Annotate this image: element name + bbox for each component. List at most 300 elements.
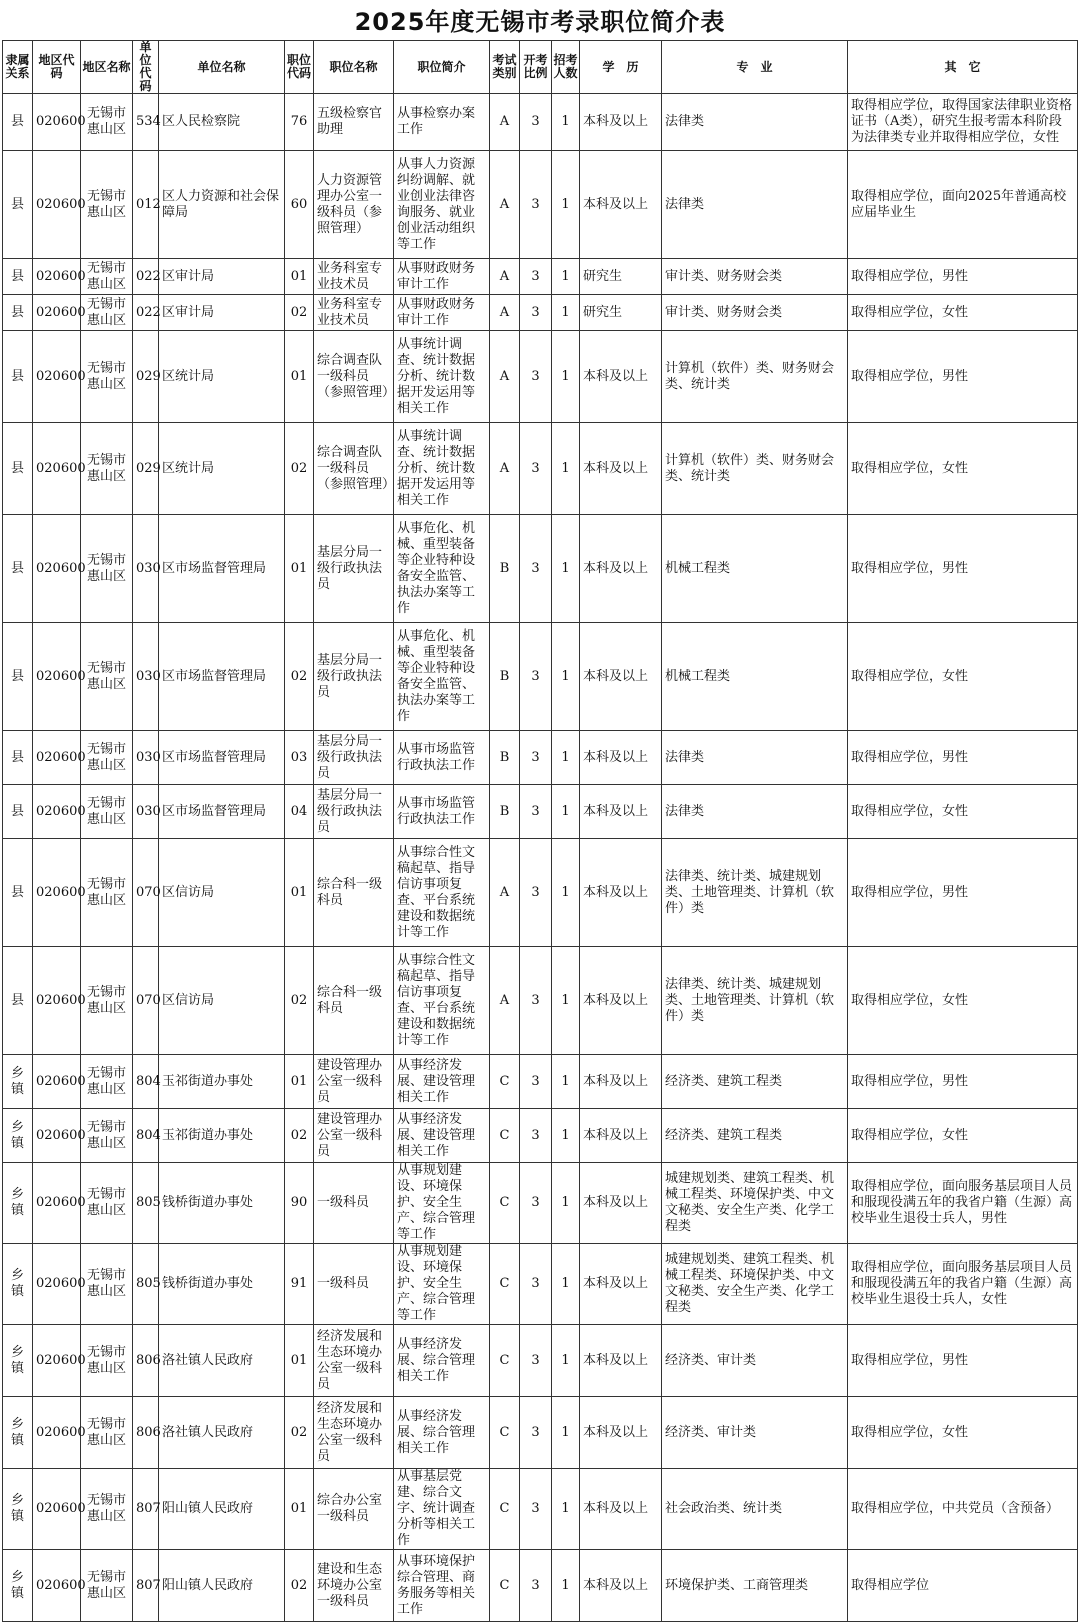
col-affiliation-cell: 县 — [3, 947, 33, 1055]
col-ratio-cell: 3 — [520, 94, 552, 151]
col-position-code-cell: 01 — [285, 331, 314, 423]
table-row — [3, 295, 1078, 331]
col-region-code-cell: 020600 — [33, 1163, 81, 1244]
col-region-code-header: 地区代码 — [33, 41, 81, 94]
col-position-name-cell: 综合科一级科员 — [314, 947, 394, 1055]
col-unit-name-cell: 阳山镇人民政府 — [159, 1550, 285, 1622]
col-affiliation-cell: 县 — [3, 731, 33, 785]
page-title: 2025年度无锡市考录职位简介表 — [354, 8, 726, 36]
col-region-name-cell: 无锡市惠山区 — [81, 1109, 133, 1163]
col-unit-code-cell: 022 — [133, 295, 159, 331]
col-position-name-cell: 人力资源管理办公室一级科员（参照管理） — [314, 151, 394, 259]
col-region-code-cell: 020600 — [33, 1397, 81, 1469]
col-region-name-cell: 无锡市惠山区 — [81, 423, 133, 515]
col-region-code-cell: 020600 — [33, 331, 81, 423]
col-education-cell: 研究生 — [580, 259, 662, 295]
col-position-name-cell: 一级科员 — [314, 1244, 394, 1325]
col-recruit-count-cell: 1 — [552, 785, 580, 839]
col-position-desc-cell: 从事经济发展、建设管理相关工作 — [394, 1055, 490, 1109]
col-region-name-cell: 无锡市惠山区 — [81, 1244, 133, 1325]
col-recruit-count-cell: 1 — [552, 1469, 580, 1550]
col-unit-code-cell: 030 — [133, 515, 159, 623]
col-position-desc-cell: 从事统计调查、统计数据分析、统计数据开发运用等相关工作 — [394, 423, 490, 515]
col-region-code-cell: 020600 — [33, 295, 81, 331]
col-recruit-count-cell: 1 — [552, 151, 580, 259]
col-position-desc-cell: 从事基层党建、综合文字、统计调查分析等相关工作 — [394, 1469, 490, 1550]
col-affiliation-cell: 县 — [3, 259, 33, 295]
col-unit-code-cell: 030 — [133, 731, 159, 785]
col-unit-name-cell: 区统计局 — [159, 423, 285, 515]
col-education-cell: 本科及以上 — [580, 1109, 662, 1163]
col-unit-name-cell: 区审计局 — [159, 259, 285, 295]
table-row — [3, 423, 1078, 515]
col-other-cell: 取得相应学位，男性 — [848, 839, 1078, 947]
table-row — [3, 785, 1078, 839]
col-exam-type-cell: C — [490, 1163, 520, 1244]
col-ratio-cell: 3 — [520, 423, 552, 515]
col-ratio-cell: 3 — [520, 1055, 552, 1109]
col-unit-name-cell: 钱桥街道办事处 — [159, 1244, 285, 1325]
col-unit-name-cell: 玉祁街道办事处 — [159, 1109, 285, 1163]
col-education-cell: 本科及以上 — [580, 731, 662, 785]
col-region-name-cell: 无锡市惠山区 — [81, 839, 133, 947]
col-major-cell: 机械工程类 — [662, 515, 848, 623]
col-affiliation-cell: 乡镇 — [3, 1109, 33, 1163]
col-unit-code-cell: 806 — [133, 1325, 159, 1397]
col-region-code-cell: 020600 — [33, 1055, 81, 1109]
table-row — [3, 1244, 1078, 1325]
col-exam-type-cell: A — [490, 295, 520, 331]
col-exam-type-cell: A — [490, 947, 520, 1055]
col-unit-code-cell: 807 — [133, 1550, 159, 1622]
col-other-cell: 取得相应学位，女性 — [848, 947, 1078, 1055]
col-position-desc-cell: 从事财政财务审计工作 — [394, 259, 490, 295]
col-major-cell: 法律类、统计类、城建规划类、土地管理类、计算机（软件）类 — [662, 839, 848, 947]
col-position-name-cell: 建设和生态环境办公室一级科员 — [314, 1550, 394, 1622]
col-position-name-cell: 经济发展和生态环境办公室一级科员 — [314, 1397, 394, 1469]
col-major-cell: 法律类、统计类、城建规划类、土地管理类、计算机（软件）类 — [662, 947, 848, 1055]
col-region-code-cell: 020600 — [33, 423, 81, 515]
col-position-code-cell: 03 — [285, 731, 314, 785]
col-exam-type-cell: C — [490, 1109, 520, 1163]
col-other-cell: 取得相应学位，男性 — [848, 1055, 1078, 1109]
col-ratio-cell: 3 — [520, 1163, 552, 1244]
col-region-name-cell: 无锡市惠山区 — [81, 1325, 133, 1397]
col-position-code-cell: 02 — [285, 947, 314, 1055]
col-region-code-cell: 020600 — [33, 731, 81, 785]
table-row — [3, 1163, 1078, 1244]
table-row — [3, 331, 1078, 423]
col-position-code-cell: 76 — [285, 94, 314, 151]
col-major-cell: 法律类 — [662, 785, 848, 839]
col-exam-type-cell: B — [490, 623, 520, 731]
table-row — [3, 259, 1078, 295]
col-education-cell: 本科及以上 — [580, 423, 662, 515]
col-education-cell: 本科及以上 — [580, 515, 662, 623]
col-recruit-count-cell: 1 — [552, 1109, 580, 1163]
col-affiliation-cell: 乡镇 — [3, 1469, 33, 1550]
col-region-code-cell: 020600 — [33, 947, 81, 1055]
col-unit-name-cell: 区市场监督管理局 — [159, 785, 285, 839]
col-recruit-count-cell: 1 — [552, 295, 580, 331]
col-position-code-cell: 01 — [285, 1469, 314, 1550]
col-major-header: 专 业 — [662, 41, 848, 94]
table-row — [3, 839, 1078, 947]
col-major-cell: 经济类、审计类 — [662, 1325, 848, 1397]
col-unit-name-header: 单位名称 — [159, 41, 285, 94]
col-region-name-cell: 无锡市惠山区 — [81, 1397, 133, 1469]
col-ratio-cell: 3 — [520, 1469, 552, 1550]
col-region-code-cell: 020600 — [33, 1325, 81, 1397]
col-position-name-cell: 综合办公室一级科员 — [314, 1469, 394, 1550]
table-row — [3, 151, 1078, 259]
col-recruit-count-cell: 1 — [552, 259, 580, 295]
col-position-desc-cell: 从事检察办案工作 — [394, 94, 490, 151]
col-position-name-header: 职位名称 — [314, 41, 394, 94]
col-recruit-count-cell: 1 — [552, 1244, 580, 1325]
col-region-name-cell: 无锡市惠山区 — [81, 785, 133, 839]
col-region-code-cell: 020600 — [33, 1469, 81, 1550]
positions-table — [2, 40, 1078, 1622]
col-major-cell: 城建规划类、建筑工程类、机械工程类、环境保护类、中文文秘类、安全生产类、化学工程类 — [662, 1163, 848, 1244]
col-position-name-cell: 综合科一级科员 — [314, 839, 394, 947]
col-ratio-cell: 3 — [520, 295, 552, 331]
col-other-cell: 取得相应学位，女性 — [848, 1397, 1078, 1469]
table-row — [3, 94, 1078, 151]
col-major-cell: 法律类 — [662, 731, 848, 785]
col-region-code-cell: 020600 — [33, 623, 81, 731]
col-major-cell: 机械工程类 — [662, 623, 848, 731]
col-other-cell: 取得相应学位，取得国家法律职业资格证书（A类），研究生报考需本科阶段为法律类专业并取得相应学位，女性 — [848, 94, 1078, 151]
col-other-cell: 取得相应学位，男性 — [848, 515, 1078, 623]
col-affiliation-cell: 乡镇 — [3, 1550, 33, 1622]
table-header-row — [3, 41, 1078, 94]
col-region-name-cell: 无锡市惠山区 — [81, 947, 133, 1055]
col-other-cell: 取得相应学位，中共党员（含预备） — [848, 1469, 1078, 1550]
col-ratio-cell: 3 — [520, 839, 552, 947]
col-education-cell: 本科及以上 — [580, 1550, 662, 1622]
col-position-code-cell: 90 — [285, 1163, 314, 1244]
col-ratio-cell: 3 — [520, 785, 552, 839]
col-unit-name-cell: 钱桥街道办事处 — [159, 1163, 285, 1244]
col-other-cell: 取得相应学位，男性 — [848, 331, 1078, 423]
col-position-desc-cell: 从事财政财务审计工作 — [394, 295, 490, 331]
col-major-cell: 城建规划类、建筑工程类、机械工程类、环境保护类、中文文秘类、安全生产类、化学工程类 — [662, 1244, 848, 1325]
col-major-cell: 经济类、审计类 — [662, 1397, 848, 1469]
col-other-cell: 取得相应学位，面向2025年普通高校应届毕业生 — [848, 151, 1078, 259]
col-other-cell: 取得相应学位，面向服务基层项目人员和服现役满五年的我省户籍（生源）高校毕业生退役士兵人，女性 — [848, 1244, 1078, 1325]
table-row — [3, 623, 1078, 731]
table-row — [3, 1550, 1078, 1622]
col-position-name-cell: 建设管理办公室一级科员 — [314, 1055, 394, 1109]
col-unit-code-cell: 804 — [133, 1055, 159, 1109]
col-ratio-cell: 3 — [520, 947, 552, 1055]
col-affiliation-cell: 县 — [3, 94, 33, 151]
col-ratio-cell: 3 — [520, 1550, 552, 1622]
col-recruit-count-cell: 1 — [552, 1163, 580, 1244]
col-position-desc-cell: 从事规划建设、环境保护、安全生产、综合管理等工作 — [394, 1163, 490, 1244]
col-position-desc-cell: 从事经济发展、综合管理相关工作 — [394, 1397, 490, 1469]
col-position-name-cell: 综合调查队一级科员（参照管理） — [314, 331, 394, 423]
col-unit-code-cell: 030 — [133, 785, 159, 839]
col-position-name-cell: 综合调查队一级科员（参照管理） — [314, 423, 394, 515]
col-unit-name-cell: 区市场监督管理局 — [159, 623, 285, 731]
col-region-name-cell: 无锡市惠山区 — [81, 151, 133, 259]
col-major-cell: 经济类、建筑工程类 — [662, 1055, 848, 1109]
col-other-cell: 取得相应学位，女性 — [848, 295, 1078, 331]
col-unit-code-cell: 022 — [133, 259, 159, 295]
col-region-name-cell: 无锡市惠山区 — [81, 331, 133, 423]
col-region-code-cell: 020600 — [33, 94, 81, 151]
col-exam-type-cell: C — [490, 1469, 520, 1550]
col-exam-type-cell: A — [490, 94, 520, 151]
col-unit-code-cell: 070 — [133, 947, 159, 1055]
col-unit-code-header: 单位代码 — [133, 41, 159, 94]
col-region-name-cell: 无锡市惠山区 — [81, 623, 133, 731]
col-position-code-cell: 01 — [285, 1325, 314, 1397]
col-major-cell: 法律类 — [662, 151, 848, 259]
col-other-cell: 取得相应学位，女性 — [848, 785, 1078, 839]
col-exam-type-header: 考试类别 — [490, 41, 520, 94]
col-education-cell: 本科及以上 — [580, 623, 662, 731]
col-unit-name-cell: 区人力资源和社会保障局 — [159, 151, 285, 259]
col-exam-type-cell: C — [490, 1325, 520, 1397]
col-unit-name-cell: 区信访局 — [159, 839, 285, 947]
table-row — [3, 1055, 1078, 1109]
col-exam-type-cell: A — [490, 151, 520, 259]
col-unit-code-cell: 070 — [133, 839, 159, 947]
col-major-cell: 审计类、财务财会类 — [662, 259, 848, 295]
col-affiliation-cell: 县 — [3, 839, 33, 947]
col-recruit-count-cell: 1 — [552, 731, 580, 785]
col-ratio-cell: 3 — [520, 623, 552, 731]
col-education-cell: 研究生 — [580, 295, 662, 331]
col-recruit-count-cell: 1 — [552, 1055, 580, 1109]
col-affiliation-cell: 县 — [3, 623, 33, 731]
col-other-cell: 取得相应学位，男性 — [848, 259, 1078, 295]
col-position-code-cell: 01 — [285, 839, 314, 947]
col-position-desc-cell: 从事市场监管行政执法工作 — [394, 785, 490, 839]
col-education-cell: 本科及以上 — [580, 947, 662, 1055]
col-position-desc-cell: 从事人力资源纠纷调解、就业创业法律咨询服务、就业创业活动组织等工作 — [394, 151, 490, 259]
col-unit-code-cell: 029 — [133, 423, 159, 515]
col-region-code-cell: 020600 — [33, 259, 81, 295]
col-ratio-cell: 3 — [520, 515, 552, 623]
col-affiliation-cell: 乡镇 — [3, 1163, 33, 1244]
col-region-code-cell: 020600 — [33, 785, 81, 839]
table-row — [3, 1109, 1078, 1163]
col-major-cell: 经济类、建筑工程类 — [662, 1109, 848, 1163]
col-region-name-cell: 无锡市惠山区 — [81, 731, 133, 785]
col-unit-name-cell: 玉祁街道办事处 — [159, 1055, 285, 1109]
col-position-code-cell: 01 — [285, 259, 314, 295]
table-row — [3, 947, 1078, 1055]
col-unit-code-cell: 029 — [133, 331, 159, 423]
col-affiliation-header: 隶属关系 — [3, 41, 33, 94]
col-position-code-cell: 04 — [285, 785, 314, 839]
col-position-code-cell: 02 — [285, 423, 314, 515]
col-other-cell: 取得相应学位，面向服务基层项目人员和服现役满五年的我省户籍（生源）高校毕业生退役士兵人，男性 — [848, 1163, 1078, 1244]
col-major-cell: 审计类、财务财会类 — [662, 295, 848, 331]
col-recruit-count-cell: 1 — [552, 839, 580, 947]
col-region-name-cell: 无锡市惠山区 — [81, 94, 133, 151]
col-region-name-cell: 无锡市惠山区 — [81, 259, 133, 295]
col-unit-name-cell: 区市场监督管理局 — [159, 731, 285, 785]
col-education-cell: 本科及以上 — [580, 1325, 662, 1397]
col-recruit-count-cell: 1 — [552, 1325, 580, 1397]
col-region-code-cell: 020600 — [33, 1109, 81, 1163]
col-major-cell: 计算机（软件）类、财务财会类、统计类 — [662, 331, 848, 423]
col-affiliation-cell: 县 — [3, 151, 33, 259]
col-position-code-cell: 60 — [285, 151, 314, 259]
col-unit-code-cell: 805 — [133, 1163, 159, 1244]
col-ratio-cell: 3 — [520, 1244, 552, 1325]
col-education-cell: 本科及以上 — [580, 1469, 662, 1550]
col-unit-code-cell: 807 — [133, 1469, 159, 1550]
col-affiliation-cell: 乡镇 — [3, 1055, 33, 1109]
col-position-desc-cell: 从事市场监管行政执法工作 — [394, 731, 490, 785]
col-recruit-count-cell: 1 — [552, 331, 580, 423]
col-affiliation-cell: 乡镇 — [3, 1397, 33, 1469]
col-other-cell: 取得相应学位，男性 — [848, 1325, 1078, 1397]
col-ratio-cell: 3 — [520, 331, 552, 423]
col-education-cell: 本科及以上 — [580, 331, 662, 423]
col-region-name-cell: 无锡市惠山区 — [81, 1469, 133, 1550]
col-affiliation-cell: 县 — [3, 423, 33, 515]
col-ratio-cell: 3 — [520, 1397, 552, 1469]
col-education-cell: 本科及以上 — [580, 1055, 662, 1109]
col-position-code-cell: 91 — [285, 1244, 314, 1325]
col-ratio-cell: 3 — [520, 731, 552, 785]
col-unit-name-cell: 洛社镇人民政府 — [159, 1397, 285, 1469]
col-recruit-count-cell: 1 — [552, 94, 580, 151]
col-affiliation-cell: 县 — [3, 331, 33, 423]
col-position-name-cell: 基层分局一级行政执法员 — [314, 785, 394, 839]
col-other-cell: 取得相应学位，女性 — [848, 623, 1078, 731]
col-position-code-cell: 02 — [285, 1397, 314, 1469]
col-unit-code-cell: 804 — [133, 1109, 159, 1163]
col-exam-type-cell: C — [490, 1550, 520, 1622]
col-position-desc-header: 职位简介 — [394, 41, 490, 94]
col-position-name-cell: 基层分局一级行政执法员 — [314, 623, 394, 731]
col-unit-name-cell: 区人民检察院 — [159, 94, 285, 151]
col-position-name-cell: 基层分局一级行政执法员 — [314, 731, 394, 785]
col-unit-name-cell: 区统计局 — [159, 331, 285, 423]
col-position-desc-cell: 从事危化、机械、重型装备等企业特种设备安全监管、执法办案等工作 — [394, 623, 490, 731]
col-exam-type-cell: A — [490, 839, 520, 947]
col-other-cell: 取得相应学位，女性 — [848, 1109, 1078, 1163]
table-row — [3, 1469, 1078, 1550]
col-unit-name-cell: 洛社镇人民政府 — [159, 1325, 285, 1397]
col-position-name-cell: 五级检察官助理 — [314, 94, 394, 151]
table-body — [3, 94, 1078, 1622]
col-education-cell: 本科及以上 — [580, 1244, 662, 1325]
col-exam-type-cell: A — [490, 423, 520, 515]
col-position-name-cell: 建设管理办公室一级科员 — [314, 1109, 394, 1163]
col-position-desc-cell: 从事综合性文稿起草、指导信访事项复查、平台系统建设和数据统计等工作 — [394, 839, 490, 947]
col-region-code-cell: 020600 — [33, 1550, 81, 1622]
col-other-cell: 取得相应学位，男性 — [848, 731, 1078, 785]
col-position-desc-cell: 从事经济发展、建设管理相关工作 — [394, 1109, 490, 1163]
col-unit-name-cell: 区审计局 — [159, 295, 285, 331]
col-ratio-cell: 3 — [520, 259, 552, 295]
col-position-desc-cell: 从事统计调查、统计数据分析、统计数据开发运用等相关工作 — [394, 331, 490, 423]
col-major-cell: 环境保护类、工商管理类 — [662, 1550, 848, 1622]
col-recruit-count-cell: 1 — [552, 515, 580, 623]
col-affiliation-cell: 县 — [3, 515, 33, 623]
col-position-name-cell: 经济发展和生态环境办公室一级科员 — [314, 1325, 394, 1397]
col-position-name-cell: 业务科室专业技术员 — [314, 259, 394, 295]
col-region-name-cell: 无锡市惠山区 — [81, 1055, 133, 1109]
col-region-name-cell: 无锡市惠山区 — [81, 1163, 133, 1244]
col-position-code-cell: 01 — [285, 515, 314, 623]
col-other-cell: 取得相应学位，女性 — [848, 423, 1078, 515]
col-major-cell: 计算机（软件）类、财务财会类、统计类 — [662, 423, 848, 515]
col-unit-code-cell: 805 — [133, 1244, 159, 1325]
col-education-cell: 本科及以上 — [580, 151, 662, 259]
col-position-name-cell: 基层分局一级行政执法员 — [314, 515, 394, 623]
table-row — [3, 515, 1078, 623]
col-recruit-count-cell: 1 — [552, 947, 580, 1055]
col-other-header: 其 它 — [848, 41, 1078, 94]
col-exam-type-cell: C — [490, 1055, 520, 1109]
col-position-code-cell: 01 — [285, 1055, 314, 1109]
col-exam-type-cell: C — [490, 1244, 520, 1325]
col-education-cell: 本科及以上 — [580, 785, 662, 839]
col-unit-code-cell: 012 — [133, 151, 159, 259]
col-position-name-cell: 业务科室专业技术员 — [314, 295, 394, 331]
col-recruit-count-cell: 1 — [552, 1397, 580, 1469]
col-position-desc-cell: 从事危化、机械、重型装备等企业特种设备安全监管、执法办案等工作 — [394, 515, 490, 623]
col-affiliation-cell: 乡镇 — [3, 1325, 33, 1397]
col-position-desc-cell: 从事环境保护综合管理、商务服务等相关工作 — [394, 1550, 490, 1622]
col-ratio-cell: 3 — [520, 1109, 552, 1163]
table-row — [3, 1397, 1078, 1469]
col-region-name-cell: 无锡市惠山区 — [81, 515, 133, 623]
col-region-name-header: 地区名称 — [81, 41, 133, 94]
table-row — [3, 1325, 1078, 1397]
col-position-name-cell: 一级科员 — [314, 1163, 394, 1244]
table-row — [3, 731, 1078, 785]
col-ratio-cell: 3 — [520, 1325, 552, 1397]
col-position-code-cell: 02 — [285, 1550, 314, 1622]
col-position-desc-cell: 从事规划建设、环境保护、安全生产、综合管理等工作 — [394, 1244, 490, 1325]
col-unit-name-cell: 区市场监督管理局 — [159, 515, 285, 623]
col-affiliation-cell: 乡镇 — [3, 1244, 33, 1325]
col-exam-type-cell: B — [490, 515, 520, 623]
col-education-header: 学 历 — [580, 41, 662, 94]
col-ratio-cell: 3 — [520, 151, 552, 259]
col-exam-type-cell: A — [490, 331, 520, 423]
col-recruit-count-header: 招考人数 — [552, 41, 580, 94]
col-position-desc-cell: 从事经济发展、综合管理相关工作 — [394, 1325, 490, 1397]
col-position-code-header: 职位代码 — [285, 41, 314, 94]
col-position-desc-cell: 从事综合性文稿起草、指导信访事项复查、平台系统建设和数据统计等工作 — [394, 947, 490, 1055]
col-region-code-cell: 020600 — [33, 839, 81, 947]
col-position-code-cell: 02 — [285, 1109, 314, 1163]
col-education-cell: 本科及以上 — [580, 839, 662, 947]
col-exam-type-cell: A — [490, 259, 520, 295]
col-unit-code-cell: 030 — [133, 623, 159, 731]
col-other-cell: 取得相应学位 — [848, 1550, 1078, 1622]
col-ratio-header: 开考比例 — [520, 41, 552, 94]
col-affiliation-cell: 县 — [3, 295, 33, 331]
col-recruit-count-cell: 1 — [552, 623, 580, 731]
col-affiliation-cell: 县 — [3, 785, 33, 839]
col-education-cell: 本科及以上 — [580, 1163, 662, 1244]
col-region-code-cell: 020600 — [33, 515, 81, 623]
col-position-code-cell: 02 — [285, 295, 314, 331]
